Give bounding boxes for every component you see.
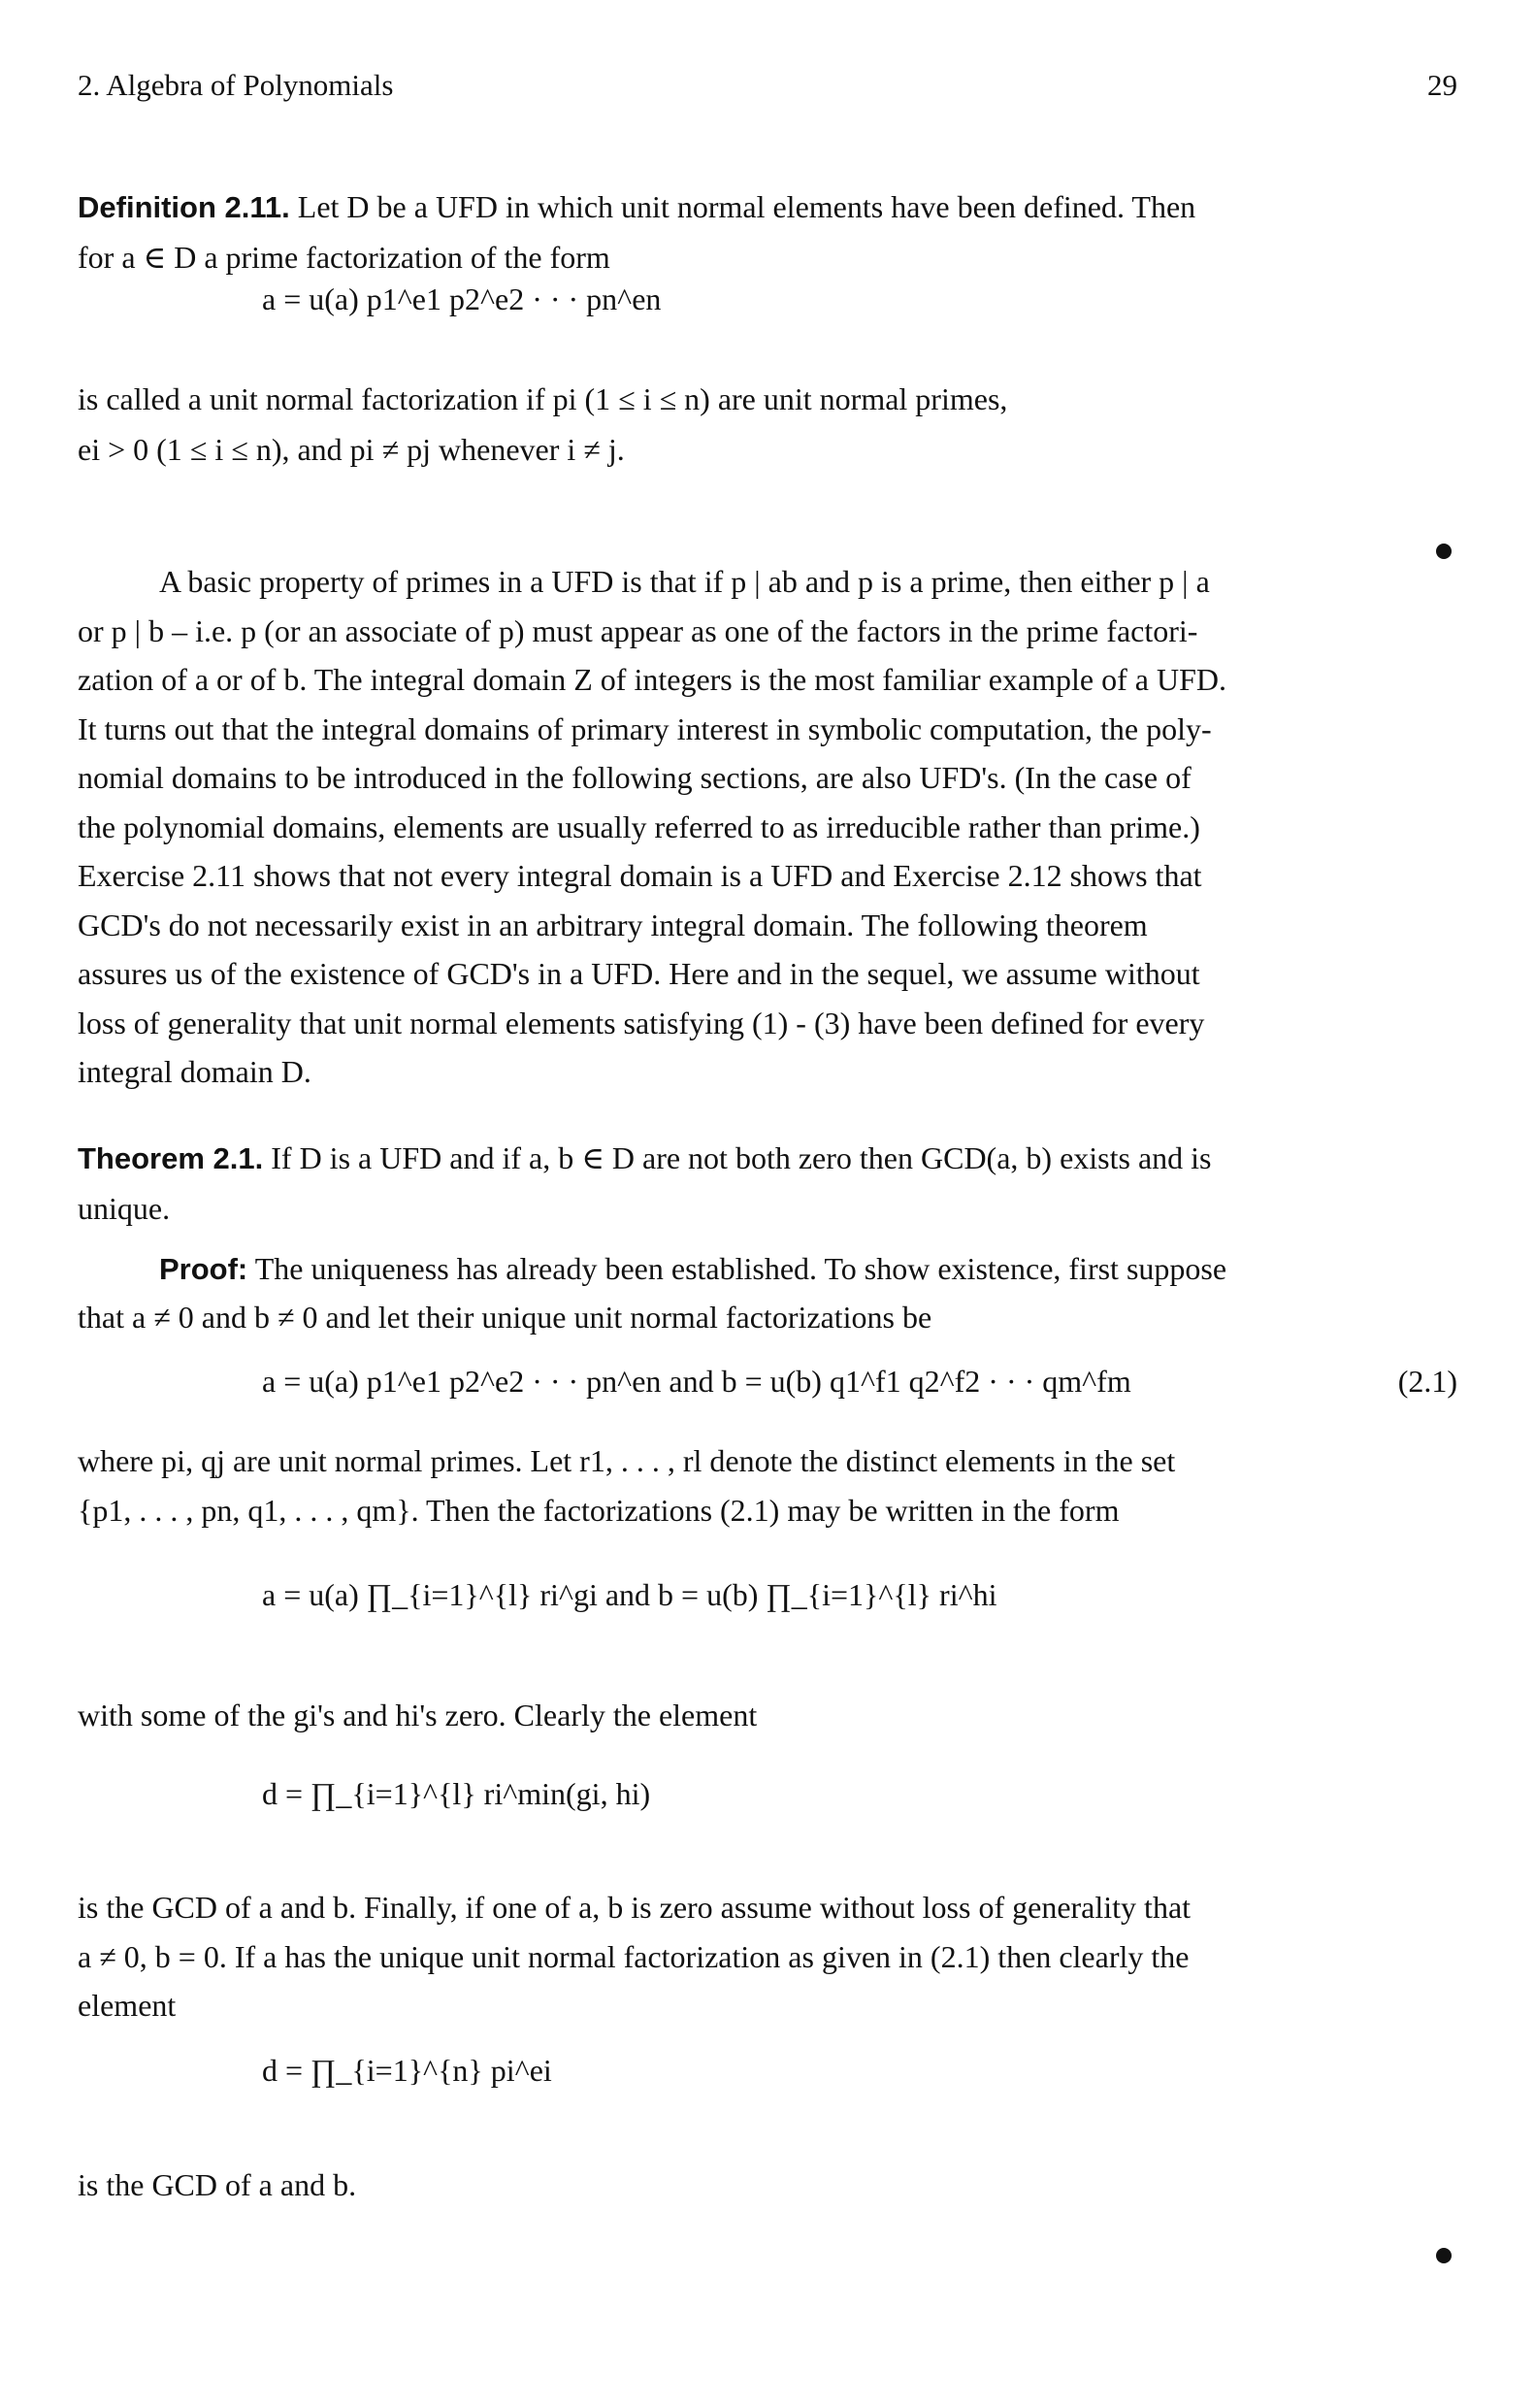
- theorem-line-1: Theorem 2.1. If D is a UFD and if a, b ∈ D are not both zero then GCD(a, b) exists and is: [78, 1140, 1212, 1175]
- definition-line-1: Definition 2.11. Let D be a UFD in which unit normal elements have been defined. Then: [78, 189, 1196, 224]
- definition-continued: [78, 374, 1457, 475]
- proof-line-8: element: [78, 1988, 177, 2023]
- ufd-paragraph: [78, 557, 1457, 607]
- equation-gcd-min: d = ∏_{i=1}^{l} ri^min(gi, hi): [262, 1776, 651, 1811]
- proof-line-3: where pi, qj are unit normal primes. Let r1, . . . , rl denote the distinct elements in the set: [78, 1443, 1176, 1478]
- equation-products: a = u(a) ∏_{i=1}^{l} ri^gi and b = u(b) ∏_{i=1}^{l} ri^hi: [262, 1577, 997, 1612]
- proof-continued-2: [78, 1691, 1457, 1740]
- proof-line-7: a ≠ 0, b = 0. If a has the unique unit normal factorization as given in (2.1) then clearly the: [78, 1938, 1190, 1974]
- equation-number: (2.1): [1397, 1364, 1457, 1399]
- theorem-block: [78, 1134, 1457, 1233]
- proof-continued-1: [78, 1436, 1457, 1534]
- theorem-line-2: unique.: [78, 1190, 171, 1226]
- proof-line-2: that a ≠ 0 and b ≠ 0 and let their unique unit normal factorizations be: [78, 1300, 932, 1335]
- proof-line-4: {p1, . . . , pn, q1, . . . , qm}. Then the factorizations (2.1) may be written in the form: [78, 1492, 1120, 1528]
- definition-line-2: for a ∈ D a prime factorization of the form: [78, 239, 610, 275]
- paragraph-line: assures us of the existence of GCD's in a UFD. Here and in the sequel, we assume without: [78, 956, 1200, 991]
- paragraph-line: zation of a or of b. The integral domain Z of integers is the most familiar example of a UFD.: [78, 662, 1226, 697]
- paragraph-line: A basic property of primes in a UFD is that if p | ab and p is a prime, then either p | a: [159, 564, 1210, 599]
- proof-line-2-wrap: [78, 1293, 1457, 1342]
- page-number: 29: [1427, 68, 1457, 102]
- paragraph-line: or p | b – i.e. p (or an associate of p) must appear as one of the factors in the prime factori-: [78, 612, 1198, 648]
- definition-line-3: is called a unit normal factorization if pi (1 ≤ i ≤ n) are unit normal primes,: [78, 381, 1008, 416]
- paragraph-line: nomial domains to be introduced in the following sections, are also UFD's. (In the case of: [78, 760, 1192, 795]
- theorem-label: Theorem 2.1.: [78, 1141, 264, 1175]
- proof-line-9: is the GCD of a and b.: [78, 2167, 357, 2202]
- proof-conclusion: [78, 2161, 1457, 2210]
- paragraph-line: loss of generality that unit normal elements satisfying (1) - (3) have been defined for every: [78, 1005, 1205, 1040]
- unit-normal-factorization-equation: a = u(a) p1^e1 p2^e2 · · · pn^en: [262, 281, 662, 316]
- end-of-proof-bullet: [1436, 2248, 1452, 2263]
- paragraph-line: Exercise 2.11 shows that not every integral domain is a UFD and Exercise 2.12 shows that: [78, 858, 1202, 893]
- paragraph-line: GCD's do not necessarily exist in an arbitrary integral domain. The following theorem: [78, 907, 1148, 942]
- proof-block: [78, 1244, 1457, 1295]
- paragraph-line: the polynomial domains, elements are usually referred to as irreducible rather than prime.): [78, 808, 1200, 844]
- equation-2-1: a = u(a) p1^e1 p2^e2 · · · pn^en and b = u(b) q1^f1 q2^f2 · · · qm^fm: [262, 1364, 1131, 1399]
- proof-label: Proof:: [159, 1252, 248, 1286]
- proof-line-6: is the GCD of a and b. Finally, if one of a, b is zero assume without loss of generality that: [78, 1890, 1192, 1925]
- proof-line-1: Proof: The uniqueness has already been established. To show existence, first suppose: [159, 1251, 1227, 1286]
- paragraph-line: It turns out that the integral domains of primary interest in symbolic computation, the poly-: [78, 710, 1212, 746]
- proof-line-5: with some of the gi's and hi's zero. Clearly the element: [78, 1698, 758, 1732]
- chapter-title: 2. Algebra of Polynomials: [78, 68, 394, 102]
- definition-label: Definition 2.11.: [78, 190, 290, 224]
- paragraph-line: integral domain D.: [78, 1054, 311, 1089]
- proof-continued-3: [78, 1883, 1457, 2030]
- ufd-paragraph-continued: [78, 607, 1457, 1097]
- definition-block: [78, 182, 1457, 281]
- equation-gcd-power: d = ∏_{i=1}^{n} pi^ei: [262, 2053, 552, 2088]
- definition-line-4: ei > 0 (1 ≤ i ≤ n), and pi ≠ pj whenever i ≠ j.: [78, 432, 625, 467]
